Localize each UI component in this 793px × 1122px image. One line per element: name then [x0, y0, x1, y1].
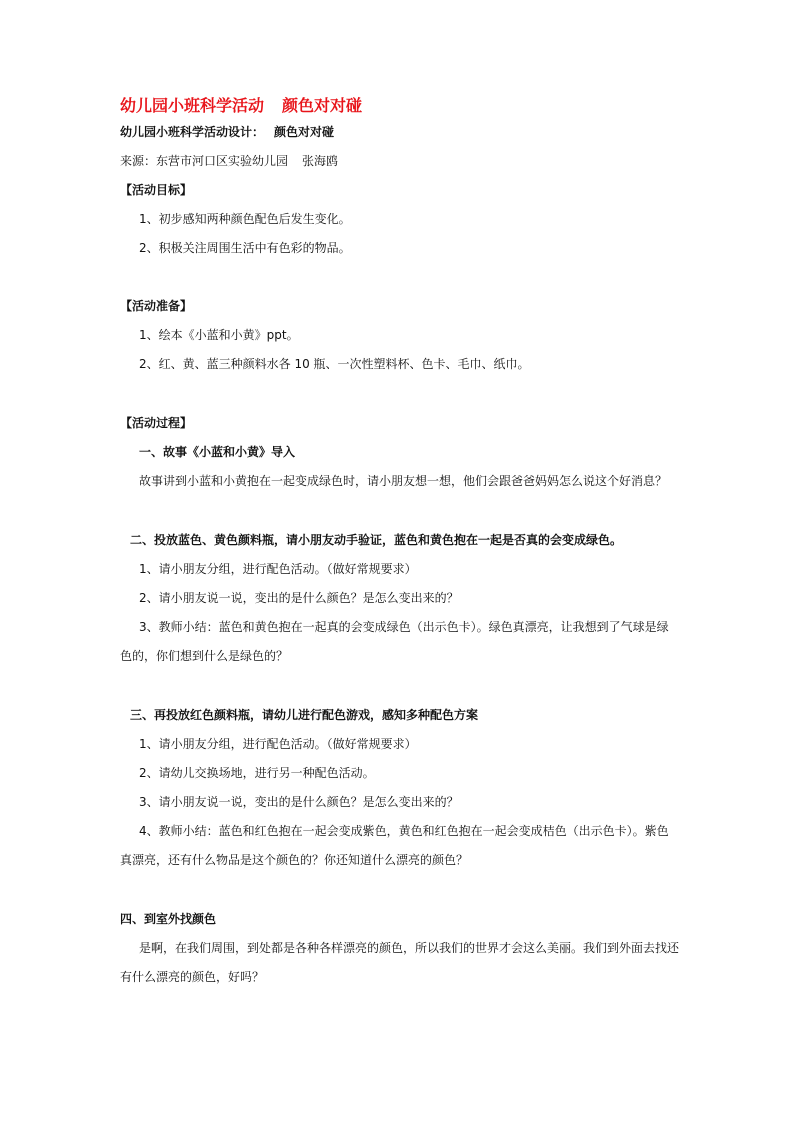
document-title: [120, 96, 362, 116]
goals-heading: 【活动目标】: [120, 183, 193, 197]
section-2-item: 2、请小朋友说一说，变出的是什么颜色？是怎么变出来的？: [139, 591, 459, 605]
section-1-body: 故事讲到小蓝和小黄抱在一起变成绿色时，请小朋友想一想，他们会跟爸爸妈妈怎么说这个好消息？: [139, 474, 668, 488]
prep-heading: 【活动准备】: [120, 299, 193, 313]
section-3-item: 1、请小朋友分组，进行配色活动。（做好常规要求）: [139, 737, 417, 751]
section-2-item-cont: 色的，你们想到什么是绿色的？: [120, 649, 289, 663]
section-2-heading: 二、投放蓝色、黄色颜料瓶，请小朋友动手验证，蓝色和黄色抱在一起是否真的会变成绿色。: [130, 533, 623, 547]
source-author: 张海鸥: [302, 154, 339, 168]
subtitle: [120, 124, 334, 140]
subtitle-label: 幼儿园小班科学活动设计：: [120, 125, 265, 139]
prep-item: 1、绘本《小蓝和小黄》ppt。: [139, 328, 299, 342]
goal-item: 1、初步感知两种颜色配色后发生变化。: [139, 212, 351, 226]
section-2-item: 3、教师小结：蓝色和黄色抱在一起真的会变成绿色（出示色卡）。绿色真漂亮，让我想到了气球是绿: [139, 620, 669, 634]
section-3-item-cont: 真漂亮，还有什么物品是这个颜色的？你还知道什么漂亮的颜色？: [120, 853, 469, 867]
section-3-item: 3、请小朋友说一说，变出的是什么颜色？是怎么变出来的？: [139, 795, 459, 809]
section-1-heading: 一、故事《小蓝和小黄》导入: [139, 445, 296, 459]
section-3-heading: 三、再投放红色颜料瓶，请幼儿进行配色游戏，感知多种配色方案: [130, 708, 479, 722]
title-main: 幼儿园小班科学活动: [120, 96, 265, 115]
prep-item: 2、红、黄、蓝三种颜料水各 10 瓶、一次性塑料杯、色卡、毛巾、纸巾。: [139, 357, 530, 371]
source-line: [120, 153, 338, 169]
source-label: 来源：东营市河口区实验幼儿园: [120, 154, 289, 168]
goal-item: 2、积极关注周围生活中有色彩的物品。: [139, 241, 351, 255]
subtitle-value: 颜色对对碰: [274, 125, 335, 139]
section-4-body: 是啊，在我们周围，到处都是各种各样漂亮的颜色，所以我们的世界才会这么美丽。我们到外面去找还: [139, 941, 680, 955]
section-3-item: 2、请幼儿交换场地，进行另一种配色活动。: [139, 766, 375, 780]
process-heading: 【活动过程】: [120, 416, 193, 430]
title-topic: 颜色对对碰: [282, 96, 363, 115]
section-2-item: 1、请小朋友分组，进行配色活动。（做好常规要求）: [139, 562, 417, 576]
section-4-heading: 四、到室外找颜色: [120, 912, 217, 926]
section-3-item: 4、教师小结：蓝色和红色抱在一起会变成紫色，黄色和红色抱在一起会变成桔色（出示色卡）。紫色: [139, 824, 669, 838]
section-4-body-cont: 有什么漂亮的颜色，好吗？: [120, 970, 265, 984]
